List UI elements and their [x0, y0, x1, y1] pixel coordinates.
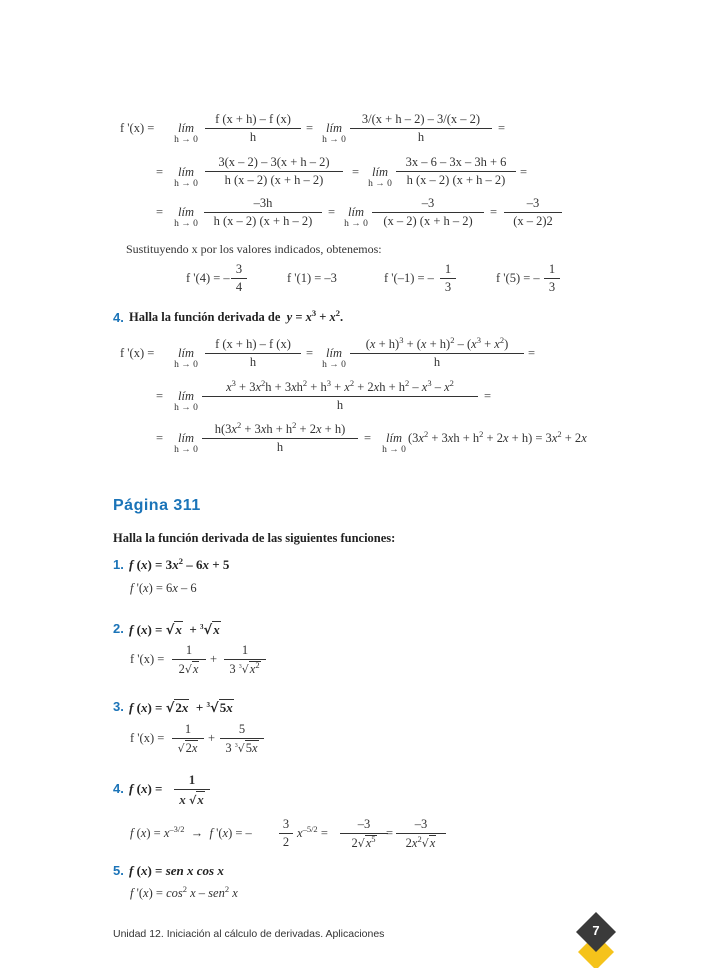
limit-operator: lím h → 0: [382, 431, 406, 455]
footer-text: Unidad 12. Iniciación al cálculo de derivadas. Aplicaciones: [113, 928, 385, 940]
limit-operator: lím h → 0: [322, 346, 346, 370]
limit-operator: lím h → 0: [174, 389, 198, 413]
fraction: $\frac{1}{x √x}$: [174, 772, 210, 808]
equals-sign: =: [364, 431, 372, 445]
equals-sign: =: [484, 389, 492, 403]
equals-sign: =: [306, 121, 314, 135]
fraction: $\frac{-3h}{h (x - 2) (x + h - 2)}$: [204, 196, 322, 229]
item-statement: f $(x) = 3x^2 - 6x + 5$: [129, 556, 230, 572]
fraction: $\frac{1}{3 ^3√x^2}$: [224, 643, 266, 677]
page-number-badge: [574, 912, 618, 968]
derivative-label: f '(x) =: [130, 731, 165, 745]
equals-sign: =: [156, 431, 164, 445]
equals-sign: =: [156, 389, 164, 403]
plus-sign: +: [208, 731, 216, 745]
limit-operator: lím h → 0: [368, 165, 392, 189]
fraction: $\frac{3(x - 2) - 3(x + h - 2)}{h (x - 2) (x + h - 2)}$: [205, 155, 343, 188]
fraction: $\frac{1}{2√x}$: [172, 643, 206, 677]
item-statement: f (x) = √x + $^3$√x: [129, 622, 220, 638]
value-f-1: f '(1) = –3: [287, 271, 337, 285]
limit-operator: lím h → 0: [174, 205, 198, 229]
value-f-minus-1: f '(–1) = –: [384, 271, 434, 285]
equals-sign: =: [328, 205, 336, 219]
limit-operator: lím h → 0: [174, 165, 198, 189]
limit-operator: lím h → 0: [322, 121, 346, 145]
item-answer: f '$(x) = \cos^2 x - sen^2$ x: [130, 884, 238, 900]
equals-sign: =: [498, 121, 506, 135]
derivative-label: f '(x) =: [120, 346, 155, 360]
equals-sign: =: [156, 165, 164, 179]
item-statement: Halla la función derivada de $y = x^3 + x^2$.: [129, 308, 344, 324]
badge-shape: [574, 912, 618, 968]
derivative-label: f '(x) =: [130, 652, 165, 666]
instruction: Halla la función derivada de las siguientes funciones:: [113, 531, 396, 545]
fraction: $\frac{(x + h)^3 + (x + h)^2 - (x^3 + x^2)}{h}$: [350, 337, 524, 370]
fraction: $\frac{x^3 + 3x^2h + 3xh^2 + h^3 + x^2 + 2xh + h^2 - x^3 - x^2}{h}$: [202, 380, 478, 413]
fraction: $\frac{h(3x^2 + 3xh + h^2 + 2x + h)}{h}$: [202, 422, 358, 455]
fraction: $\frac{1}{3}$: [440, 262, 456, 295]
item-answer: f $(x) = x^{-3/2} \to f$ '(x) = –: [130, 824, 252, 840]
fraction: $\frac{1}{3}$: [544, 262, 560, 295]
item-statement: f (x) = √2x + $^3$√5x: [129, 700, 233, 716]
section-title: Página 311: [113, 497, 201, 514]
fraction: $\frac{-3}{(x - 2) (x + h - 2)}$: [372, 196, 484, 229]
item-number: 3.: [113, 699, 124, 714]
equals-sign: =: [306, 346, 314, 360]
plus-sign: +: [210, 652, 218, 666]
value-f-4: f '(4) = –: [186, 271, 230, 285]
equals-sign: =: [352, 165, 360, 179]
derivative-label: f '(x) =: [120, 121, 155, 135]
limit-operator: lím h → 0: [174, 346, 198, 370]
limit-operator: lím h → 0: [174, 121, 198, 145]
fraction: $\frac{3}{2}$: [279, 817, 293, 850]
fraction: $\frac{-3}{2x^2√x}$: [396, 817, 446, 851]
page-number: 7: [592, 923, 600, 938]
limit-operator: lím h → 0: [344, 205, 368, 229]
fraction: $\frac{f (x + h) - f (x)}{h}$: [205, 337, 301, 370]
item-number: 1.: [113, 557, 124, 572]
item-answer: f '(x) = 6x – 6: [130, 581, 197, 595]
equals-sign: =: [386, 826, 394, 840]
power-term: $x^{-5/2}$ =: [297, 824, 328, 840]
substitution-text: Sustituyendo x por los valores indicados, obtenemos:: [126, 242, 382, 256]
item-number: 5.: [113, 863, 124, 878]
fraction: $\frac{5}{3 ^3√5x}$: [220, 722, 264, 756]
item-number: 4.: [113, 781, 124, 796]
fraction: $\frac{3/(x + h - 2) - 3/(x - 2)}{h}$: [350, 112, 492, 145]
item-number: 4.: [113, 310, 124, 325]
item-number: 2.: [113, 621, 124, 636]
fraction: $\frac{3x - 6 - 3x - 3h + 6}{h (x - 2) (x + h - 2)}$: [396, 155, 516, 188]
equals-sign: =: [156, 205, 164, 219]
equals-sign: =: [490, 205, 498, 219]
limit-operator: lím h → 0: [174, 431, 198, 455]
fraction: $\frac{f (x + h) - f (x)}{h}$: [205, 112, 301, 145]
fraction: $\frac{3}{4}$: [231, 262, 247, 295]
value-f-5: f '(5) = –: [496, 271, 540, 285]
equals-sign: =: [520, 165, 528, 179]
fraction: $\frac{1}{√2x}$: [172, 722, 204, 756]
equals-sign: =: [528, 346, 536, 360]
fraction: $\frac{-3}{2√x^5}$: [340, 817, 388, 851]
limit-result: $(3x^2 + 3xh + h^2 + 2x + h) = 3x^2 + 2x$: [408, 429, 587, 445]
item-statement: f (x) = sen x cos x: [129, 863, 224, 878]
item-statement-prefix: f (x) =: [129, 781, 163, 796]
fraction: $\frac{-3}{(x - 2)2}$: [504, 196, 562, 229]
